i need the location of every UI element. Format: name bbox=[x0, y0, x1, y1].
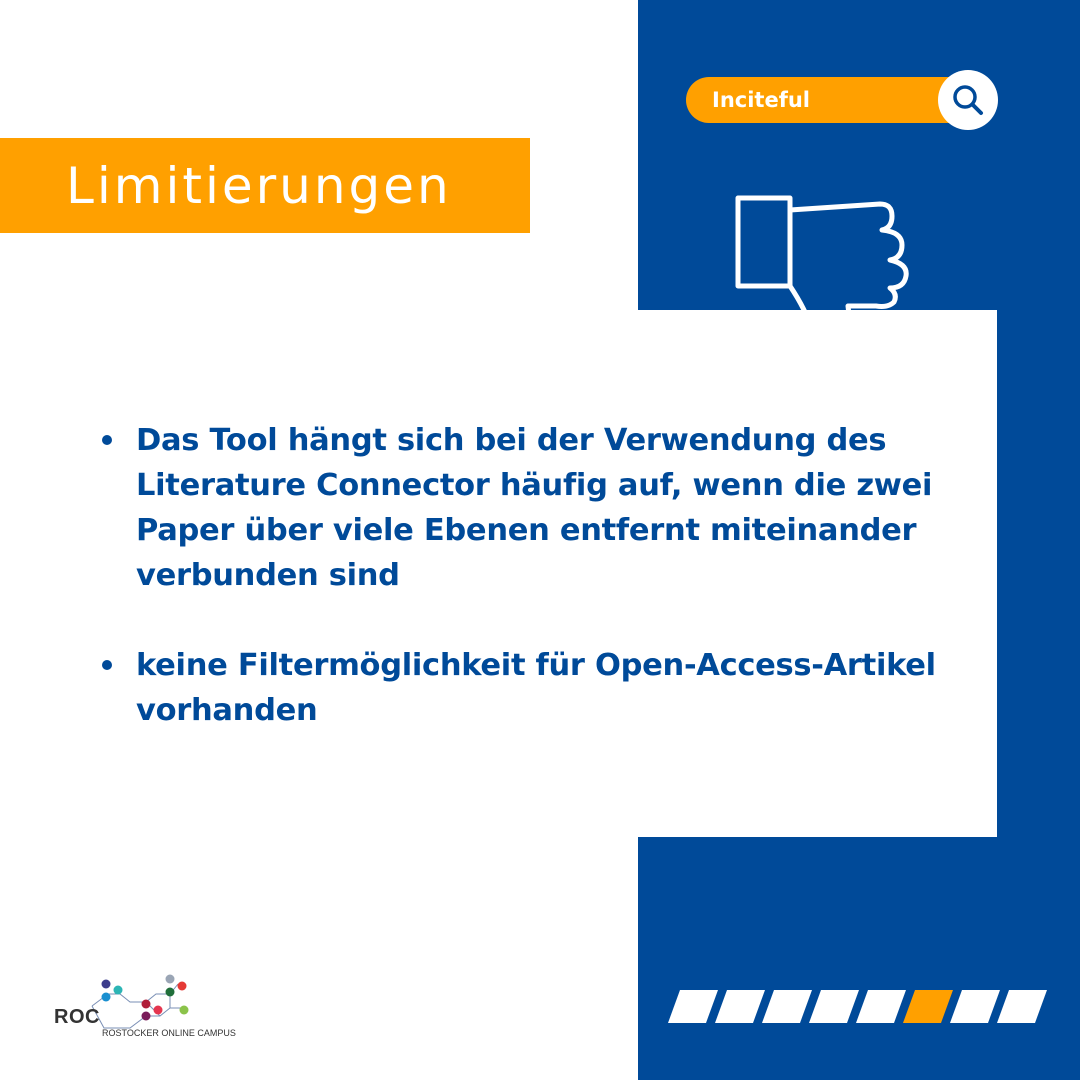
search-button[interactable] bbox=[938, 70, 998, 130]
search-icon bbox=[951, 83, 985, 117]
progress-segment bbox=[950, 990, 1000, 1023]
search-label: Inciteful bbox=[712, 88, 810, 112]
logo-abbreviation: ROC bbox=[54, 1006, 100, 1028]
limitations-list bbox=[100, 418, 940, 733]
progress-segment bbox=[997, 990, 1047, 1023]
thumbs-down-icon bbox=[730, 190, 920, 370]
bullet-dot bbox=[102, 435, 112, 445]
page-title: Limitierungen bbox=[66, 156, 452, 215]
search-bar[interactable] bbox=[686, 77, 976, 123]
bullet-dot bbox=[102, 660, 112, 670]
roc-logo bbox=[50, 968, 250, 1043]
list-item bbox=[100, 643, 940, 733]
progress-segment bbox=[715, 990, 765, 1023]
list-item-text: Das Tool hängt sich bei der Verwendung des Literature Connector häufig auf, wenn die zwei Paper über viele Ebenen entfernt miteinander verbunden sind bbox=[136, 423, 933, 593]
progress-segment-active bbox=[903, 990, 953, 1023]
progress-segment bbox=[856, 990, 906, 1023]
progress-segment bbox=[762, 990, 812, 1023]
logo-fullname: ROSTOCKER ONLINE CAMPUS bbox=[102, 1028, 236, 1038]
list-item-text: keine Filtermöglichkeit für Open-Access-Artikel vorhanden bbox=[136, 648, 936, 728]
progress-segment bbox=[668, 990, 718, 1023]
list-item bbox=[100, 418, 940, 598]
title-banner bbox=[0, 138, 530, 233]
page-progress-indicator bbox=[674, 990, 1041, 1023]
progress-segment bbox=[809, 990, 859, 1023]
